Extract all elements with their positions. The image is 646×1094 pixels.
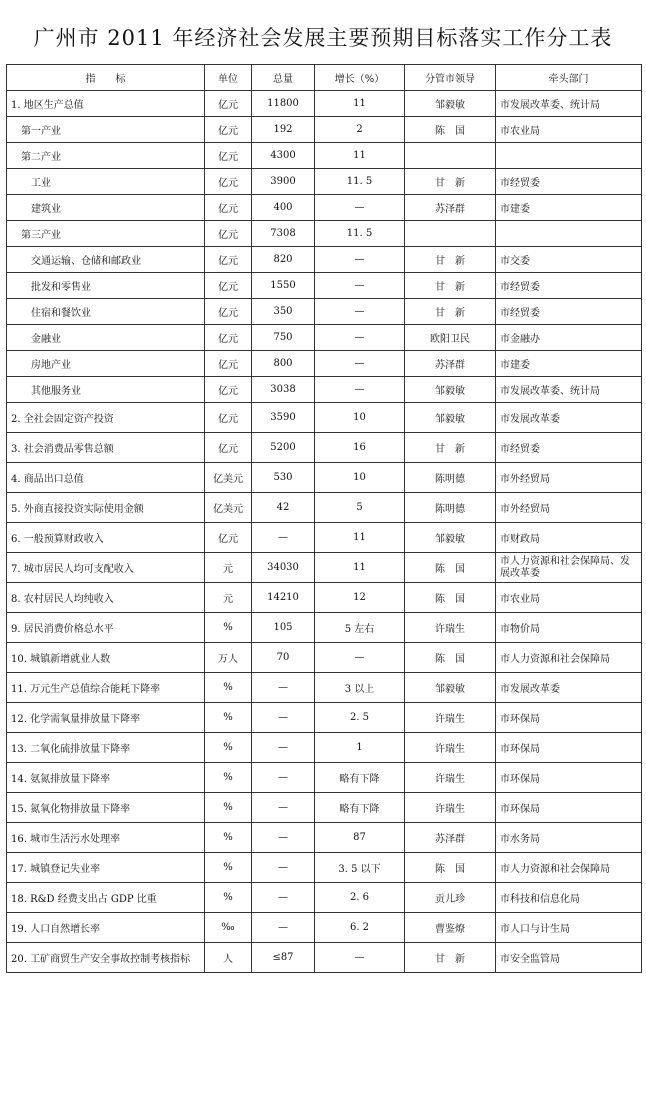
cell-leader: 欧阳卫民 <box>405 325 496 351</box>
cell-unit: 亿元 <box>205 221 252 247</box>
cell-leader: 许瑞生 <box>405 763 496 793</box>
cell-leader: 许瑞生 <box>405 733 496 763</box>
cell-total: — <box>252 673 315 703</box>
cell-leader: 苏泽群 <box>405 823 496 853</box>
cell-leader: 甘 新 <box>405 247 496 273</box>
cell-unit: % <box>205 793 252 823</box>
cell-leader: 邹毅敏 <box>405 377 496 403</box>
table-row <box>7 325 642 351</box>
cell-dept: 市人力资源和社会保障局、发展改革委 <box>496 553 642 583</box>
cell-total: 530 <box>252 463 315 493</box>
cell-growth: — <box>315 247 405 273</box>
header-growth: 增长（%） <box>315 65 405 91</box>
table-row <box>7 403 642 433</box>
cell-indicator: 批发和零售业 <box>7 273 205 299</box>
cell-leader: 许瑞生 <box>405 793 496 823</box>
cell-unit: 亿元 <box>205 377 252 403</box>
cell-indicator: 住宿和餐饮业 <box>7 299 205 325</box>
table-row <box>7 613 642 643</box>
cell-unit: 亿元 <box>205 117 252 143</box>
cell-growth: 1 <box>315 733 405 763</box>
cell-growth: — <box>315 351 405 377</box>
cell-indicator: 17. 城镇登记失业率 <box>7 853 205 883</box>
cell-indicator: 建筑业 <box>7 195 205 221</box>
cell-indicator: 1. 地区生产总值 <box>7 91 205 117</box>
cell-dept: 市人力资源和社会保障局 <box>496 643 642 673</box>
cell-indicator: 4. 商品出口总值 <box>7 463 205 493</box>
cell-total: — <box>252 733 315 763</box>
cell-indicator: 第二产业 <box>7 143 205 169</box>
cell-dept: 市经贸委 <box>496 169 642 195</box>
cell-growth: 12 <box>315 583 405 613</box>
cell-total: — <box>252 823 315 853</box>
cell-leader: 甘 新 <box>405 273 496 299</box>
cell-growth: 略有下降 <box>315 763 405 793</box>
table-row <box>7 673 642 703</box>
cell-dept: 市发展改革委 <box>496 403 642 433</box>
cell-unit: 亿元 <box>205 169 252 195</box>
cell-indicator: 18. R&D 经费支出占 GDP 比重 <box>7 883 205 913</box>
cell-indicator: 3. 社会消费品零售总额 <box>7 433 205 463</box>
cell-leader: 甘 新 <box>405 299 496 325</box>
cell-unit: % <box>205 763 252 793</box>
cell-total: 42 <box>252 493 315 523</box>
cell-unit: % <box>205 823 252 853</box>
cell-indicator: 其他服务业 <box>7 377 205 403</box>
cell-indicator: 交通运输、仓储和邮政业 <box>7 247 205 273</box>
cell-growth: 11 <box>315 553 405 583</box>
cell-total: 70 <box>252 643 315 673</box>
table-row <box>7 299 642 325</box>
cell-total: 400 <box>252 195 315 221</box>
cell-indicator: 9. 居民消费价格总水平 <box>7 613 205 643</box>
cell-unit: 亿美元 <box>205 493 252 523</box>
table-row <box>7 143 642 169</box>
cell-total: 4300 <box>252 143 315 169</box>
cell-unit: 亿元 <box>205 195 252 221</box>
cell-total: 350 <box>252 299 315 325</box>
cell-growth: — <box>315 299 405 325</box>
cell-growth: 5 <box>315 493 405 523</box>
cell-leader: 贡儿珍 <box>405 883 496 913</box>
header-dept: 牵头部门 <box>496 65 642 91</box>
table-row <box>7 273 642 299</box>
cell-dept <box>496 221 642 247</box>
cell-dept: 市经贸委 <box>496 433 642 463</box>
cell-dept: 市经贸委 <box>496 299 642 325</box>
cell-leader: 陈 国 <box>405 553 496 583</box>
cell-dept: 市环保局 <box>496 733 642 763</box>
cell-total: 105 <box>252 613 315 643</box>
cell-total: — <box>252 763 315 793</box>
cell-growth: 11. 5 <box>315 169 405 195</box>
cell-dept: 市金融办 <box>496 325 642 351</box>
cell-dept: 市发展改革委 <box>496 673 642 703</box>
cell-growth: 2 <box>315 117 405 143</box>
cell-growth: 10 <box>315 463 405 493</box>
cell-unit: % <box>205 673 252 703</box>
cell-indicator: 19. 人口自然增长率 <box>7 913 205 943</box>
cell-growth: 3. 5 以下 <box>315 853 405 883</box>
header-unit: 单位 <box>205 65 252 91</box>
cell-growth: 87 <box>315 823 405 853</box>
cell-unit: 亿美元 <box>205 463 252 493</box>
cell-total: 750 <box>252 325 315 351</box>
cell-dept: 市环保局 <box>496 793 642 823</box>
table-row <box>7 643 642 673</box>
table-row <box>7 913 642 943</box>
cell-growth: — <box>315 377 405 403</box>
cell-growth: — <box>315 273 405 299</box>
cell-dept: 市科技和信息化局 <box>496 883 642 913</box>
cell-total: 192 <box>252 117 315 143</box>
cell-unit: 亿元 <box>205 433 252 463</box>
cell-total: 34030 <box>252 553 315 583</box>
cell-indicator: 房地产业 <box>7 351 205 377</box>
table-row <box>7 853 642 883</box>
cell-leader: 陈明德 <box>405 463 496 493</box>
cell-total: 5200 <box>252 433 315 463</box>
cell-indicator: 6. 一般预算财政收入 <box>7 523 205 553</box>
cell-total: — <box>252 793 315 823</box>
cell-dept: 市水务局 <box>496 823 642 853</box>
cell-leader: 许瑞生 <box>405 703 496 733</box>
cell-growth: 2. 5 <box>315 703 405 733</box>
cell-dept: 市经贸委 <box>496 273 642 299</box>
cell-dept: 市环保局 <box>496 763 642 793</box>
cell-total: — <box>252 913 315 943</box>
cell-total: 800 <box>252 351 315 377</box>
page-title: 广州市 2011 年经济社会发展主要预期目标落实工作分工表 <box>33 26 613 50</box>
cell-unit: 亿元 <box>205 351 252 377</box>
cell-dept: 市财政局 <box>496 523 642 553</box>
cell-leader: 邹毅敏 <box>405 673 496 703</box>
cell-unit: 元 <box>205 583 252 613</box>
cell-leader: 曹鉴燎 <box>405 913 496 943</box>
cell-unit: % <box>205 883 252 913</box>
cell-dept: 市建委 <box>496 351 642 377</box>
cell-leader <box>405 143 496 169</box>
cell-leader: 甘 新 <box>405 943 496 973</box>
cell-leader: 苏泽群 <box>405 351 496 377</box>
table-row <box>7 883 642 913</box>
cell-growth: 6. 2 <box>315 913 405 943</box>
cell-indicator: 20. 工矿商贸生产安全事故控制考核指标 <box>7 943 205 973</box>
cell-leader: 许瑞生 <box>405 613 496 643</box>
table-row <box>7 823 642 853</box>
table-row <box>7 91 642 117</box>
cell-unit: 亿元 <box>205 91 252 117</box>
cell-growth: 3 以上 <box>315 673 405 703</box>
cell-unit: ‰ <box>205 913 252 943</box>
cell-leader <box>405 221 496 247</box>
cell-indicator: 13. 二氧化硫排放量下降率 <box>7 733 205 763</box>
table-row <box>7 433 642 463</box>
cell-leader: 甘 新 <box>405 433 496 463</box>
cell-dept: 市农业局 <box>496 583 642 613</box>
cell-growth: — <box>315 325 405 351</box>
cell-leader: 陈明德 <box>405 493 496 523</box>
cell-growth: 10 <box>315 403 405 433</box>
cell-total: 820 <box>252 247 315 273</box>
cell-leader: 邹毅敏 <box>405 403 496 433</box>
cell-unit: % <box>205 703 252 733</box>
cell-total: 3590 <box>252 403 315 433</box>
cell-leader: 邹毅敏 <box>405 523 496 553</box>
cell-dept: 市安全监管局 <box>496 943 642 973</box>
cell-unit: 亿元 <box>205 299 252 325</box>
table-row <box>7 377 642 403</box>
cell-total: — <box>252 883 315 913</box>
cell-leader: 陈 国 <box>405 853 496 883</box>
cell-growth: 11. 5 <box>315 221 405 247</box>
table-row <box>7 169 642 195</box>
cell-dept: 市农业局 <box>496 117 642 143</box>
table-row <box>7 553 642 583</box>
cell-indicator: 第三产业 <box>7 221 205 247</box>
cell-unit: 万人 <box>205 643 252 673</box>
table-row <box>7 523 642 553</box>
cell-growth: 2. 6 <box>315 883 405 913</box>
table-row <box>7 463 642 493</box>
cell-indicator: 工业 <box>7 169 205 195</box>
table-row <box>7 221 642 247</box>
cell-leader: 苏泽群 <box>405 195 496 221</box>
cell-dept: 市人口与计生局 <box>496 913 642 943</box>
table-row <box>7 117 642 143</box>
cell-total: 7308 <box>252 221 315 247</box>
cell-total: — <box>252 853 315 883</box>
cell-total: 3900 <box>252 169 315 195</box>
cell-growth: 16 <box>315 433 405 463</box>
table-row <box>7 247 642 273</box>
cell-growth: 11 <box>315 523 405 553</box>
cell-indicator: 5. 外商直接投资实际使用金额 <box>7 493 205 523</box>
cell-indicator: 14. 氨氮排放量下降率 <box>7 763 205 793</box>
cell-leader: 陈 国 <box>405 643 496 673</box>
cell-indicator: 16. 城市生活污水处理率 <box>7 823 205 853</box>
header-indicator: 指 标 <box>7 65 205 91</box>
cell-unit: 亿元 <box>205 403 252 433</box>
table-row <box>7 493 642 523</box>
target-table <box>6 64 642 973</box>
cell-leader: 邹毅敏 <box>405 91 496 117</box>
cell-dept: 市人力资源和社会保障局 <box>496 853 642 883</box>
cell-dept: 市发展改革委、统计局 <box>496 91 642 117</box>
cell-unit: 亿元 <box>205 523 252 553</box>
cell-growth: 略有下降 <box>315 793 405 823</box>
table-row <box>7 583 642 613</box>
cell-total: ≤87 <box>252 943 315 973</box>
cell-unit: % <box>205 853 252 883</box>
cell-growth: — <box>315 943 405 973</box>
cell-indicator: 金融业 <box>7 325 205 351</box>
cell-total: 1550 <box>252 273 315 299</box>
cell-dept: 市物价局 <box>496 613 642 643</box>
header-leader: 分管市领导 <box>405 65 496 91</box>
cell-unit: 亿元 <box>205 247 252 273</box>
cell-growth: — <box>315 643 405 673</box>
cell-indicator: 11. 万元生产总值综合能耗下降率 <box>7 673 205 703</box>
cell-total: 14210 <box>252 583 315 613</box>
cell-total: — <box>252 523 315 553</box>
cell-indicator: 8. 农村居民人均纯收入 <box>7 583 205 613</box>
cell-growth: 11 <box>315 91 405 117</box>
table-row <box>7 763 642 793</box>
cell-dept <box>496 143 642 169</box>
cell-unit: 亿元 <box>205 143 252 169</box>
cell-leader: 甘 新 <box>405 169 496 195</box>
cell-dept: 市建委 <box>496 195 642 221</box>
table-row <box>7 195 642 221</box>
cell-growth: 11 <box>315 143 405 169</box>
cell-dept: 市交委 <box>496 247 642 273</box>
cell-dept: 市发展改革委、统计局 <box>496 377 642 403</box>
cell-unit: % <box>205 613 252 643</box>
cell-total: 3038 <box>252 377 315 403</box>
cell-indicator: 10. 城镇新增就业人数 <box>7 643 205 673</box>
table-row <box>7 733 642 763</box>
table-row <box>7 943 642 973</box>
cell-growth: — <box>315 195 405 221</box>
cell-indicator: 15. 氮氧化物排放量下降率 <box>7 793 205 823</box>
cell-unit: 亿元 <box>205 325 252 351</box>
cell-growth: 5 左右 <box>315 613 405 643</box>
cell-total: 11800 <box>252 91 315 117</box>
table-row <box>7 703 642 733</box>
cell-leader: 陈 国 <box>405 117 496 143</box>
header-total: 总量 <box>252 65 315 91</box>
table-header-row <box>7 65 642 91</box>
cell-indicator: 第一产业 <box>7 117 205 143</box>
cell-total: — <box>252 703 315 733</box>
cell-leader: 陈 国 <box>405 583 496 613</box>
table-row <box>7 793 642 823</box>
cell-unit: 元 <box>205 553 252 583</box>
cell-dept: 市外经贸局 <box>496 463 642 493</box>
cell-unit: 亿元 <box>205 273 252 299</box>
table-row <box>7 351 642 377</box>
cell-unit: % <box>205 733 252 763</box>
cell-dept: 市环保局 <box>496 703 642 733</box>
cell-unit: 人 <box>205 943 252 973</box>
cell-dept: 市外经贸局 <box>496 493 642 523</box>
cell-indicator: 7. 城市居民人均可支配收入 <box>7 553 205 583</box>
cell-indicator: 12. 化学需氧量排放量下降率 <box>7 703 205 733</box>
cell-indicator: 2. 全社会固定资产投资 <box>7 403 205 433</box>
